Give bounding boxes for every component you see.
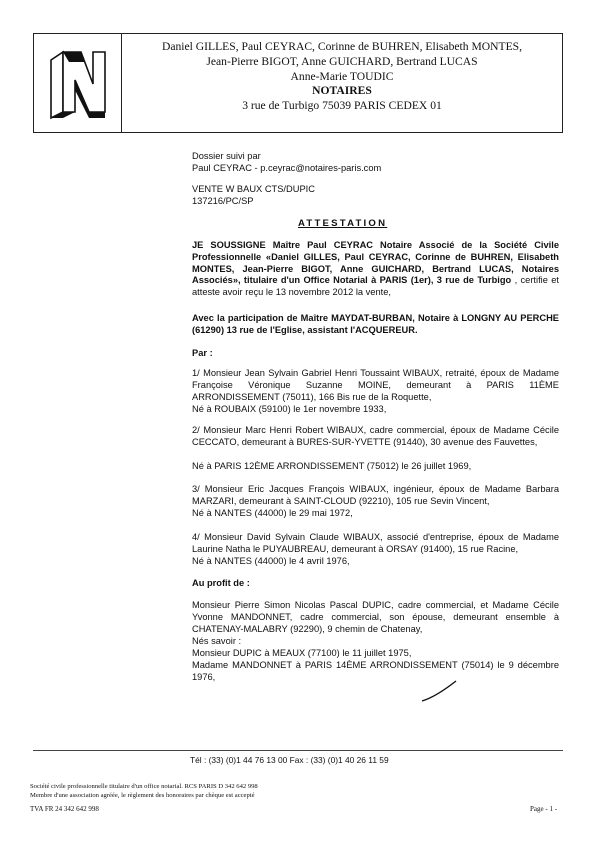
seller-2-birth: Né à PARIS 12ÈME ARRONDISSEMENT (75012) le 26 juillet 1969,: [192, 461, 472, 471]
logo-cell: [34, 34, 122, 132]
dossier-contact: Paul CEYRAC - p.ceyrac@notaires-paris.com: [192, 163, 382, 173]
buyer-1-birth: Monsieur DUPIC à MEAUX (77100) le 11 juillet 1975,: [192, 648, 412, 658]
notaires-label: NOTAIRES: [312, 84, 372, 98]
buyer-2-birth: Madame MANDONNET à PARIS 14ÈME ARRONDISSEMENT (75014) le 9 décembre 1976,: [192, 660, 559, 682]
seller-3: 3/ Monsieur Eric Jacques François WIBAUX, ingénieur, époux de Madame Barbara MARZARI, demeurant à SAINT-CLOUD (92210), 105 rue Sevin Vincent,: [192, 484, 559, 506]
legal-line-2: Membre d'une association agréée, le règlement des honoraires par chèque est accepté: [30, 792, 255, 799]
au-profit-label: Au profit de :: [192, 578, 250, 588]
seller-3-birth: Né à NANTES (44000) le 29 mai 1972,: [192, 508, 353, 518]
firm-names: [124, 40, 560, 114]
participation-paragraph: Avec la participation de Maître MAYDAT-BURBAN, Notaire à LONGNY AU PERCHE (61290) 13 rue de l'Eglise, assistant l'ACQUEREUR.: [192, 313, 559, 335]
buyer-paragraph: Monsieur Pierre Simon Nicolas Pascal DUPIC, cadre commercial, et Madame Cécile Yvonne MANDONNET, cadre commercial, son épouse, demeurant ensemble à CHATENAY-MALABRY (92290), 9 chemin de Chatenay,: [192, 600, 559, 634]
seller-1: 1/ Monsieur Jean Sylvain Gabriel Henri Toussaint WIBAUX, retraité, époux de Madame Françoise Véronique Suzanne MOINE, demeurant à PARIS 11ÈME ARRONDISSEMENT (75011), 166 Bis rue de la Roquette,: [192, 368, 559, 402]
firm-line-1: Daniel GILLES, Paul CEYRAC, Corinne de BUHREN, Elisabeth MONTES,: [161, 40, 523, 53]
seller-2: 2/ Monsieur Marc Henri Robert WIBAUX, cadre commercial, époux de Madame Cécile CECCATO, demeurant à BURES-SUR-YVETTE (91440), 30 avenue des Fauvettes,: [192, 425, 559, 447]
document-title: ATTESTATION: [298, 218, 388, 229]
phone-fax: Tél : (33) (0)1 44 76 13 00 Fax : (33) (0)1 40 26 11 59: [190, 755, 389, 765]
page-number: Page - 1 -: [530, 805, 558, 813]
firm-line-3: Anne-Marie TOUDIC: [290, 69, 394, 83]
reference-1: VENTE W BAUX CTS/DUPIC: [192, 184, 315, 194]
intro-paragraph: [192, 240, 559, 299]
legal-line-1: Société civile professionnelle titulaire d'un office notarial. RCS PARIS D 342 642 998: [30, 783, 258, 790]
seller-4: 4/ Monsieur David Sylvain Claude WIBAUX, associé d'entreprise, époux de Madame Laurine Natha le PUYAUBREAU, demeurant à ORSAY (91400), 15 rue Racine,: [192, 532, 559, 554]
letterhead: [33, 33, 563, 133]
firm-address: 3 rue de Turbigo 75039 PARIS CEDEX 01: [242, 99, 442, 113]
dossier-label: Dossier suivi par: [192, 151, 261, 161]
signature-mark: [420, 678, 460, 704]
intro-tail: , certifie et atteste avoir reçu le 13 novembre 2012 la vente,: [192, 275, 559, 298]
firm-line-2: Jean-Pierre BIGOT, Anne GUICHARD, Bertrand LUCAS: [206, 54, 478, 68]
reference-2: 137216/PC/SP: [192, 196, 254, 206]
nes-savoir: Nés savoir :: [192, 636, 242, 646]
footer-divider: [33, 750, 563, 751]
intro-bold: JE SOUSSIGNE Maître Paul CEYRAC Notaire Associé de la Société Civile Professionnelle «Daniel GILLES, Paul CEYRAC, Corinne de BUHREN, Elisabeth MONTES, Jean-Pierre BIGOT, Anne GUICHARD, Bertrand LUCAS, Notaires Associés», titulaire d'un Office Notarial à PARIS (1er), 3 rue de Turbigo: [192, 240, 559, 286]
notary-logo-icon: [45, 46, 111, 122]
seller-1-birth: Né à ROUBAIX (59100) le 1er novembre 1933,: [192, 404, 387, 414]
firm-line-4: [124, 84, 560, 99]
par-label: Par :: [192, 348, 213, 358]
tva-number: TVA FR 24 342 642 998: [30, 805, 99, 813]
legal-notice: [30, 782, 258, 800]
seller-4-birth: Né à NANTES (44000) le 4 avril 1976,: [192, 556, 350, 566]
